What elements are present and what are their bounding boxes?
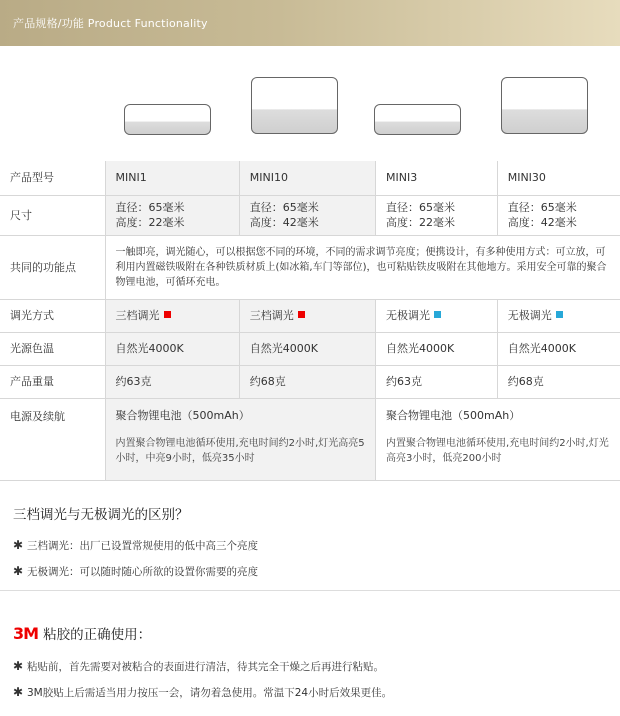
- table-row: [0, 195, 620, 235]
- asterisk-icon: ✱: [13, 538, 24, 552]
- dimming-label: 无极调光: [507, 309, 552, 322]
- diameter-text: 直径：65毫米: [386, 201, 456, 214]
- weight-cell: 约68克: [239, 365, 375, 398]
- feature-description: 一触即亮，调光随心，可以根据您不同的环境，不同的需求调节亮度；便携设计，有多种使用方式：可立放，可利用内置磁铁吸附在各种铁质材质上(如冰箱,车门等部位)，也可粘贴铁皮吸附在其他地方。采用安全可靠的聚合物锂电池，可循环充电。: [105, 235, 620, 299]
- section-title: 粘胶的正确使用：: [43, 627, 152, 643]
- row-label: 共同的功能点: [0, 235, 105, 299]
- size-cell: [105, 195, 239, 235]
- battery-description: 内置聚合物锂电池循环使用,充电时间约2小时,灯光高亮3小时，低亮200小时: [386, 437, 609, 464]
- row-label: 尺寸: [0, 195, 105, 235]
- glue-usage-section: [13, 623, 608, 700]
- battery-title: 聚合物锂电池（500mAh）: [115, 408, 250, 422]
- power-cell-left: [105, 398, 376, 480]
- battery-description: 内置聚合物锂电池循环使用,充电时间约2小时,灯光高亮5小时，中亮9小时，低亮35小时: [115, 437, 365, 464]
- dimming-cell: [239, 299, 375, 332]
- product-image-mini30: [501, 77, 588, 134]
- model-cell: MINI10: [239, 161, 375, 195]
- weight-cell: 约68克: [497, 365, 620, 398]
- product-image-mini10: [251, 77, 338, 134]
- table-row: [0, 365, 620, 398]
- product-image-mini3: [374, 104, 461, 135]
- color-temperature-cell: 自然光4000K: [105, 332, 239, 365]
- section-heading: [13, 623, 608, 643]
- row-label: 产品型号: [0, 161, 105, 195]
- color-temperature-cell: 自然光4000K: [376, 332, 498, 365]
- asterisk-icon: ✱: [13, 564, 24, 578]
- asterisk-icon: ✱: [13, 659, 24, 673]
- model-cell: MINI30: [497, 161, 620, 195]
- table-row: [0, 299, 620, 332]
- row-label: 光源色温: [0, 332, 105, 365]
- item-text: 3M胶贴上后需适当用力按压一会，请勿着急使用。常温下24小时后效果更佳。: [27, 687, 393, 699]
- blue-square-icon: [434, 311, 441, 318]
- product-image-mini1: [124, 104, 211, 135]
- row-label: 产品重量: [0, 365, 105, 398]
- dimming-cell: [497, 299, 620, 332]
- diameter-text: 直径：65毫米: [115, 201, 185, 214]
- item-text: 三档调光：出厂已设置常规使用的低中高三个亮度: [27, 540, 258, 552]
- list-item: [13, 685, 608, 700]
- battery-title: 聚合物锂电池（500mAh）: [386, 408, 521, 422]
- model-cell: MINI3: [376, 161, 498, 195]
- 3m-logo: 3M: [13, 624, 39, 643]
- table-row: [0, 332, 620, 365]
- divider: [0, 590, 620, 591]
- blue-square-icon: [556, 311, 563, 318]
- header-title: 产品规格/功能 Product Functionality: [13, 17, 208, 30]
- asterisk-icon: ✱: [13, 685, 24, 699]
- weight-cell: 约63克: [376, 365, 498, 398]
- dimming-difference-section: [13, 503, 608, 579]
- table-row: [0, 235, 620, 299]
- list-item: [13, 564, 608, 579]
- size-cell: [497, 195, 620, 235]
- dimming-label: 三档调光: [115, 309, 160, 322]
- color-temperature-cell: 自然光4000K: [239, 332, 375, 365]
- height-text: 高度：42毫米: [249, 216, 319, 229]
- row-label: 电源及续航: [0, 398, 105, 480]
- red-square-icon: [298, 311, 305, 318]
- table-row: [0, 398, 620, 480]
- color-temperature-cell: 自然光4000K: [497, 332, 620, 365]
- row-label: 调光方式: [0, 299, 105, 332]
- height-text: 高度：42毫米: [507, 216, 577, 229]
- table-row: [0, 161, 620, 195]
- height-text: 高度：22毫米: [115, 216, 185, 229]
- diameter-text: 直径：65毫米: [249, 201, 319, 214]
- list-item: [13, 659, 608, 674]
- model-cell: MINI1: [105, 161, 239, 195]
- item-text: 无极调光：可以随时随心所欲的设置你需要的亮度: [27, 566, 258, 578]
- dimming-label: 无极调光: [386, 309, 431, 322]
- dimming-cell: [376, 299, 498, 332]
- diameter-text: 直径：65毫米: [507, 201, 577, 214]
- dimming-cell: [105, 299, 239, 332]
- list-item: [13, 538, 608, 553]
- weight-cell: 约63克: [105, 365, 239, 398]
- item-text: 粘贴前，首先需要对被粘合的表面进行清洁，待其完全干燥之后再进行粘贴。: [27, 661, 384, 673]
- specification-table: [0, 161, 620, 481]
- size-cell: [376, 195, 498, 235]
- product-images: [0, 46, 620, 161]
- height-text: 高度：22毫米: [386, 216, 456, 229]
- section-title: 三档调光与无极调光的区别？: [13, 507, 189, 523]
- dimming-label: 三档调光: [249, 309, 294, 322]
- size-cell: [239, 195, 375, 235]
- page-header: [0, 0, 620, 46]
- red-square-icon: [164, 311, 171, 318]
- power-cell-right: [376, 398, 620, 480]
